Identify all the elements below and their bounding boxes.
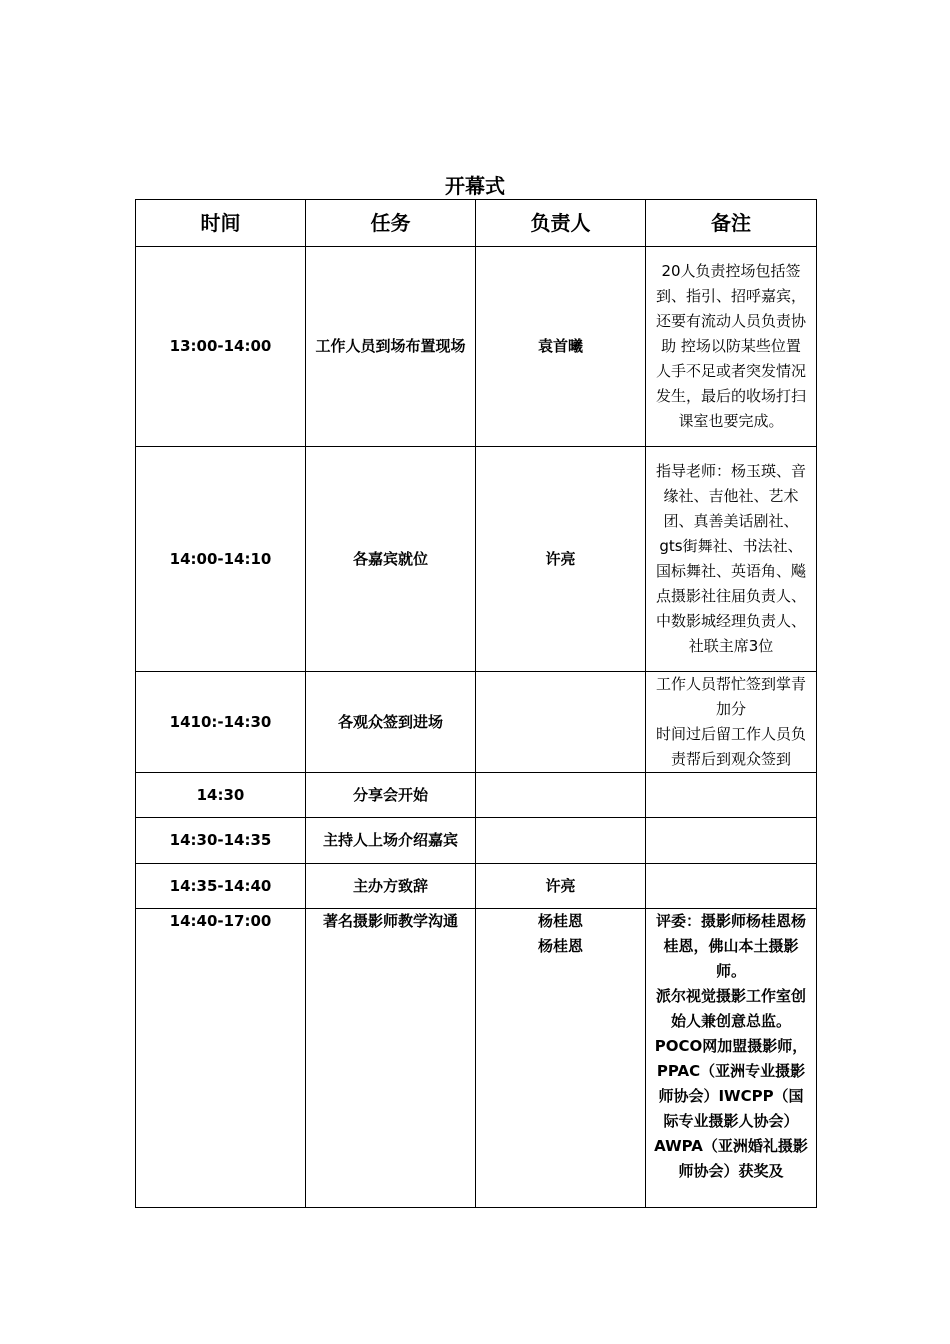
table-row [136,773,817,818]
table-row [136,447,817,672]
owner-cell [476,909,646,1208]
time-cell: 14:40-17:00 [136,909,306,1208]
owner-cell [476,773,646,818]
owner-cell: 许亮 [476,447,646,672]
task-cell: 主办方致辞 [306,864,476,909]
header-task: 任务 [306,200,476,247]
note-cell [646,773,817,818]
owner-cell: 许亮 [476,864,646,909]
note-line: 派尔视觉摄影工作室创始人兼创意总监。POCO网加盟摄影师，PPAC（亚洲专业摄影师协会）IWCPP（国际专业摄影人协会）AWPA（亚洲婚礼摄影师协会）获奖及 [654,987,808,1180]
header-owner: 负责人 [476,200,646,247]
time-cell: 1410:-14:30 [136,672,306,773]
header-time: 时间 [136,200,306,247]
table-header-row [136,200,817,247]
time-cell: 14:00-14:10 [136,447,306,672]
schedule-table [135,199,817,1208]
owner-cell [476,818,646,864]
owner-cell [476,672,646,773]
note-line: 时间过后留工作人员负责帮后到观众签到 [655,725,806,768]
time-cell: 13:00-14:00 [136,247,306,447]
note-line: 工作人员帮忙签到掌青加分 [655,675,806,718]
time-cell: 14:30-14:35 [136,818,306,864]
time-cell: 14:30 [136,773,306,818]
table-row [136,247,817,447]
owner-cell: 袁首曦 [476,247,646,447]
table-row [136,864,817,909]
table-row [136,909,817,1208]
header-note: 备注 [646,200,817,247]
task-cell: 主持人上场介绍嘉宾 [306,818,476,864]
task-cell: 分享会开始 [306,773,476,818]
note-cell [646,672,817,773]
page-title: 开幕式 [445,174,505,198]
note-cell [646,909,817,1208]
note-cell [646,864,817,909]
note-cell [646,818,817,864]
table-row [136,818,817,864]
table-row [136,672,817,773]
owner-line: 杨桂恩 [537,937,583,955]
owner-line: 杨桂恩 [537,912,583,930]
task-cell: 各观众签到进场 [306,672,476,773]
note-cell: 指导老师：杨玉瑛、音缘社、吉他社、艺术团、真善美话剧社、gts街舞社、书法社、国标舞社、英语角、飚点摄影社往届负责人、中数影城经理负责人、社联主席3位 [646,447,817,672]
note-line: 评委：摄影师杨桂恩杨桂恩，佛山本土摄影师。 [655,912,806,980]
task-cell: 各嘉宾就位 [306,447,476,672]
task-cell: 工作人员到场布置现场 [306,247,476,447]
time-cell: 14:35-14:40 [136,864,306,909]
note-cell: 20人负责控场包括签到、指引、招呼嘉宾，还要有流动人员负责协助 控场以防某些位置人手不足或者突发情况发生，最后的收场打扫课室也要完成。 [646,247,817,447]
task-cell: 著名摄影师教学沟通 [306,909,476,1208]
